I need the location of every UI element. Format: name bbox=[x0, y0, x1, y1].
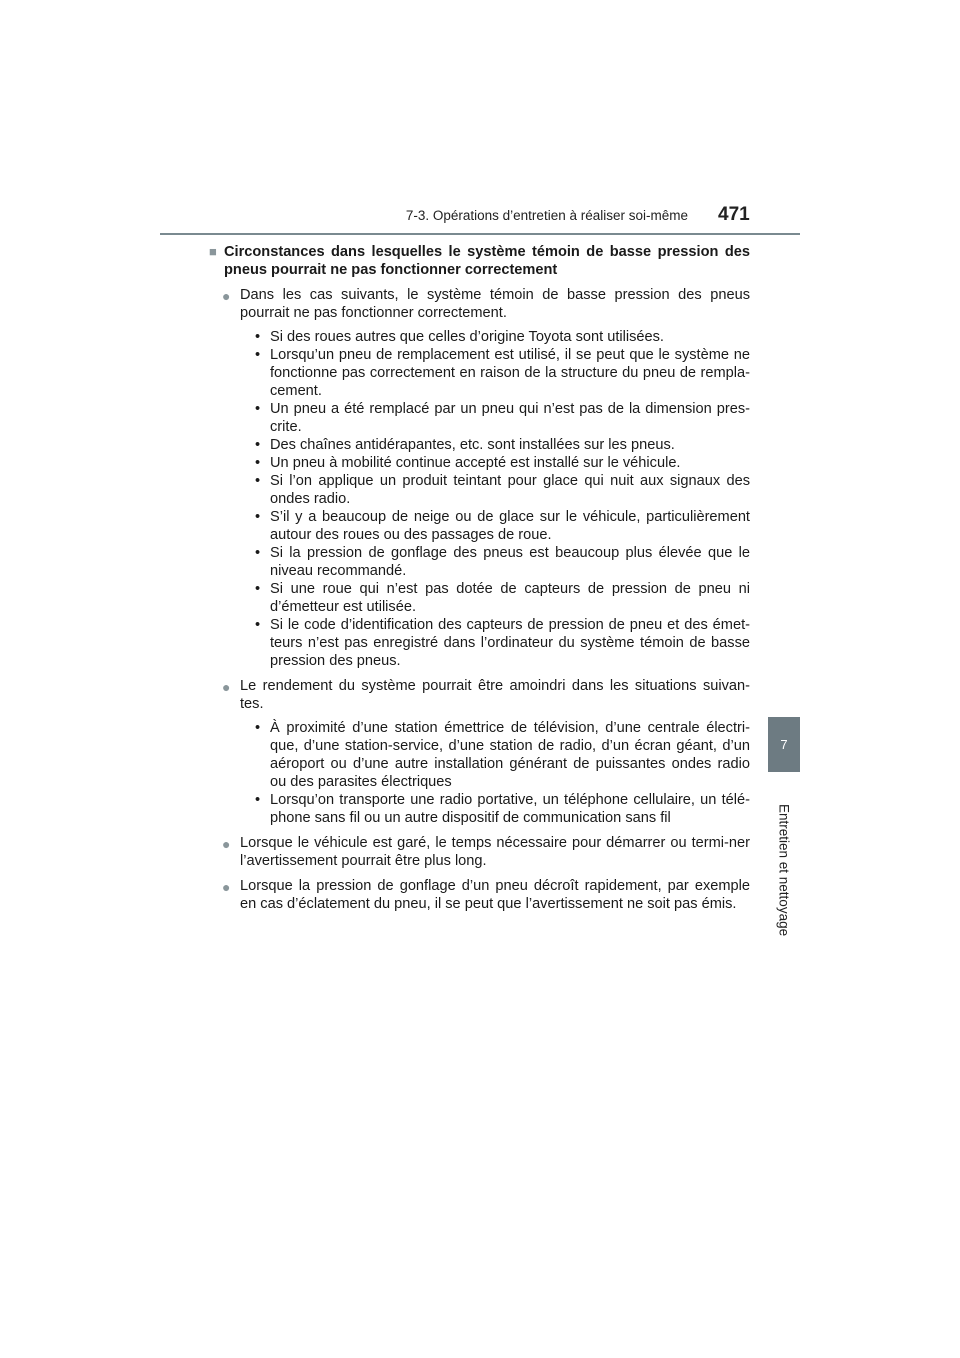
dot-marker-icon: ● bbox=[222, 879, 231, 895]
chapter-title bbox=[771, 772, 797, 957]
point-text: Le rendement du système pourrait être amoindri dans les situations suivan-tes. bbox=[240, 678, 750, 712]
list-item bbox=[255, 791, 750, 827]
list-item-text: Un pneu a été remplacé par un pneu qui n’est pas de la dimension pres-crite. bbox=[270, 401, 750, 435]
list-item bbox=[255, 508, 750, 544]
section-heading-text: Circonstances dans lesquelles le système témoin de basse pression des pneus pourrait ne pas fonctionner correctement bbox=[224, 244, 750, 278]
list-item bbox=[255, 328, 750, 346]
bullet-marker: • bbox=[255, 720, 261, 736]
bullet-marker: • bbox=[255, 473, 261, 489]
bullet-marker: • bbox=[255, 455, 261, 471]
page-number: 471 bbox=[718, 204, 750, 225]
chapter-title-text: Entretien et nettoyage bbox=[776, 804, 792, 937]
point-item bbox=[209, 677, 750, 827]
list-item-text: Des chaînes antidérapantes, etc. sont installées sur les pneus. bbox=[270, 437, 675, 453]
list-item-text: Un pneu à mobilité continue accepté est installé sur le véhicule. bbox=[270, 455, 681, 471]
bullet-marker: • bbox=[255, 329, 261, 345]
list-item-text: Si l’on applique un produit teintant pour glace qui nuit aux signaux des ondes radio. bbox=[270, 473, 750, 507]
header-divider bbox=[160, 233, 800, 235]
square-marker-icon: ■ bbox=[209, 244, 217, 259]
list-item bbox=[255, 436, 750, 454]
list-item bbox=[255, 580, 750, 616]
list-item bbox=[255, 400, 750, 436]
point-item bbox=[209, 286, 750, 670]
list-item-text: Si des roues autres que celles d’origine Toyota sont utilisées. bbox=[270, 329, 664, 345]
point-text: Lorsque la pression de gonflage d’un pneu décroît rapidement, par exemple en cas d’éclatement du pneu, il se peut que l’avertissement ne soit pas émis. bbox=[240, 878, 750, 912]
bullet-marker: • bbox=[255, 401, 261, 417]
bullet-list bbox=[240, 719, 750, 827]
page-content bbox=[209, 243, 750, 913]
dot-marker-icon: ● bbox=[222, 836, 231, 852]
point-text: Lorsque le véhicule est garé, le temps nécessaire pour démarrer ou termi-ner l’avertissement pourrait être plus long. bbox=[240, 835, 750, 869]
bullet-marker: • bbox=[255, 509, 261, 525]
list-item bbox=[255, 454, 750, 472]
list-item-text: Si le code d’identification des capteurs de pression de pneu et des émet-teurs n’est pas enregistré dans l’ordinateur du système témoin de basse pression des pneus. bbox=[270, 617, 750, 669]
list-item bbox=[255, 346, 750, 400]
dot-marker-icon: ● bbox=[222, 679, 231, 695]
list-item-text: Si une roue qui n’est pas dotée de capteurs de pression de pneu ni d’émetteur est utilisée. bbox=[270, 581, 750, 615]
list-item-text: Lorsqu’un pneu de remplacement est utilisé, il se peut que le système ne fonctionne pas correctement en raison de la structure du pneu de rempla-cement. bbox=[270, 347, 750, 399]
list-item-text: Si la pression de gonflage des pneus est beaucoup plus élevée que le niveau recommandé. bbox=[270, 545, 750, 579]
bullet-marker: • bbox=[255, 617, 261, 633]
list-item-text: S’il y a beaucoup de neige ou de glace sur le véhicule, particulièrement autour des roues ou des passages de roue. bbox=[270, 509, 750, 543]
list-item bbox=[255, 472, 750, 508]
bullet-marker: • bbox=[255, 545, 261, 561]
section-header: 7-3. Opérations d’entretien à réaliser soi-même bbox=[405, 208, 688, 223]
point-text: Dans les cas suivants, le système témoin de basse pression des pneus pourrait ne pas fonctionner correctement. bbox=[240, 287, 750, 321]
bullet-marker: • bbox=[255, 581, 261, 597]
bullet-marker: • bbox=[255, 792, 261, 808]
list-item bbox=[255, 719, 750, 791]
bullet-marker: • bbox=[255, 347, 261, 363]
list-item bbox=[255, 544, 750, 580]
point-item bbox=[209, 877, 750, 913]
point-item bbox=[209, 834, 750, 870]
list-item-text: À proximité d’une station émettrice de télévision, d’une centrale électri-que, d’une station-service, d’une station de radio, d’un écran géant, d’un aéroport ou d’une autre installation générant de puissantes ondes radio ou des parasites électriques bbox=[270, 720, 750, 790]
list-item-text: Lorsqu’on transporte une radio portative, un téléphone cellulaire, un télé-phone sans fil ou un autre dispositif de communication sans fil bbox=[270, 792, 750, 826]
bullet-list bbox=[240, 328, 750, 670]
dot-marker-icon: ● bbox=[222, 288, 231, 304]
chapter-tab: 7 bbox=[768, 717, 800, 772]
list-item bbox=[255, 616, 750, 670]
section-heading bbox=[209, 243, 750, 279]
bullet-marker: • bbox=[255, 437, 261, 453]
